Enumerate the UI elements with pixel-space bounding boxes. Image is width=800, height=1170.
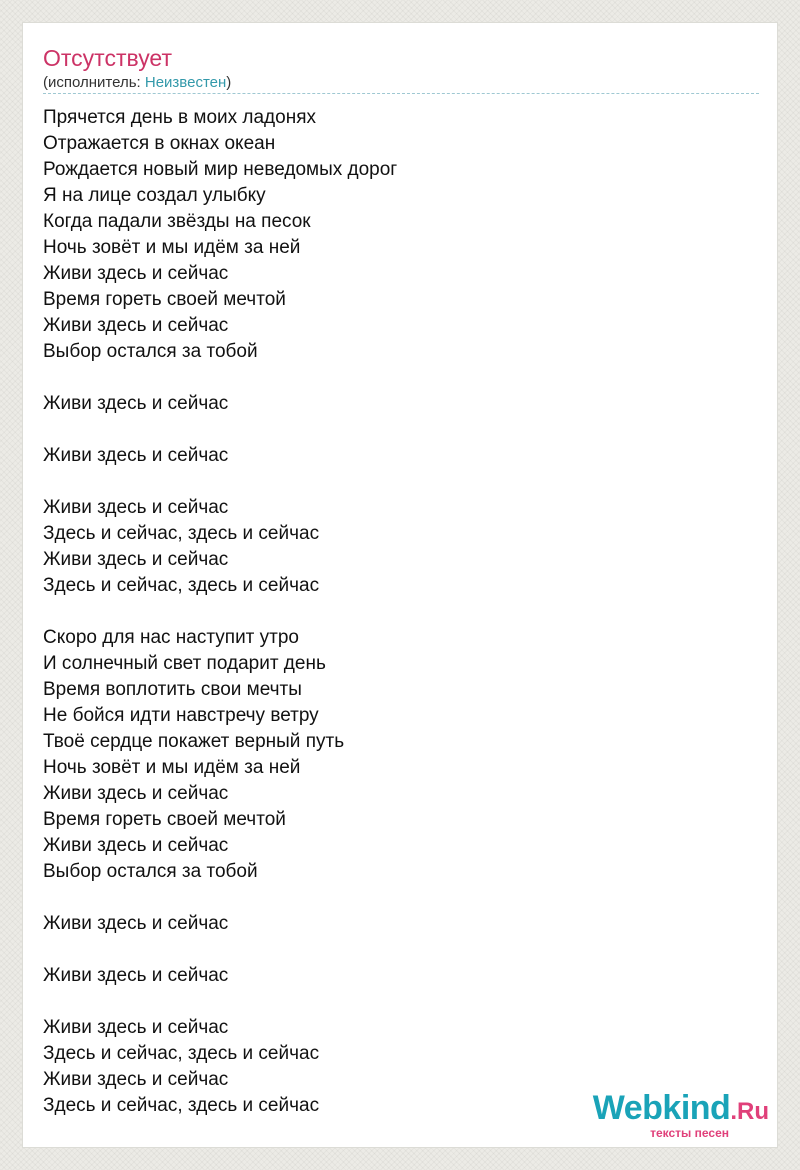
lyric-line: Живи здесь и сейчас	[43, 393, 229, 414]
lyric-line: Живи здесь и сейчас	[43, 497, 229, 518]
lyric-line: Когда падали звёзды на песок	[43, 211, 311, 232]
lyric-blank-line	[43, 989, 397, 1015]
lyric-line: Ночь зовёт и мы идём за ней	[43, 757, 301, 778]
lyric-line: Здесь и сейчас, здесь и сейчас	[43, 523, 320, 544]
artist-suffix: )	[226, 74, 232, 91]
lyric-blank-line	[43, 599, 397, 625]
logo-tld: .Ru	[730, 1098, 769, 1125]
lyric-line: Живи здесь и сейчас	[43, 783, 229, 804]
lyrics-card	[22, 22, 778, 1148]
lyric-line: Время гореть своей мечтой	[43, 809, 286, 830]
artist-line	[43, 73, 231, 93]
lyric-line: Отражается в окнах океан	[43, 133, 276, 154]
lyric-blank-line	[43, 937, 397, 963]
lyric-line: Время воплотить свои мечты	[43, 679, 302, 700]
lyric-line: И солнечный свет подарит день	[43, 653, 326, 674]
lyric-line: Скоро для нас наступит утро	[43, 627, 299, 648]
lyric-line: Живи здесь и сейчас	[43, 549, 229, 570]
logo-name: Webkind	[592, 1089, 731, 1127]
lyric-line: Ночь зовёт и мы идём за ней	[43, 237, 301, 258]
lyric-line: Прячется день в моих ладонях	[43, 107, 316, 128]
lyric-line: Живи здесь и сейчас	[43, 445, 229, 466]
lyric-line: Здесь и сейчас, здесь и сейчас	[43, 575, 320, 596]
lyric-line: Живи здесь и сейчас	[43, 315, 229, 336]
lyric-line: Живи здесь и сейчас	[43, 965, 229, 986]
lyric-blank-line	[43, 417, 397, 443]
artist-link[interactable]: Неизвестен	[144, 74, 227, 91]
lyric-line: Живи здесь и сейчас	[43, 1069, 229, 1090]
song-title: Отсутствует	[43, 45, 172, 71]
logo-tagline: тексты песен	[650, 1126, 729, 1140]
lyric-line: Здесь и сейчас, здесь и сейчас	[43, 1043, 320, 1064]
lyric-blank-line	[43, 885, 397, 911]
lyric-line: Живи здесь и сейчас	[43, 913, 229, 934]
title-divider	[43, 93, 759, 94]
logo-wordmark	[593, 1091, 769, 1129]
lyrics-text	[43, 105, 397, 1119]
lyric-line: Выбор остался за тобой	[43, 861, 258, 882]
lyric-line: Живи здесь и сейчас	[43, 263, 229, 284]
lyric-line: Живи здесь и сейчас	[43, 835, 229, 856]
lyric-line: Рождается новый мир неведомых дорог	[43, 159, 398, 180]
lyric-line: Здесь и сейчас, здесь и сейчас	[43, 1095, 320, 1116]
lyric-blank-line	[43, 365, 397, 391]
lyric-line: Время гореть своей мечтой	[43, 289, 286, 310]
lyric-line: Твоё сердце покажет верный путь	[43, 731, 345, 752]
lyric-line: Выбор остался за тобой	[43, 341, 258, 362]
site-logo[interactable]	[593, 1091, 769, 1139]
lyric-line: Не бойся идти навстречу ветру	[43, 705, 319, 726]
lyric-line: Живи здесь и сейчас	[43, 1017, 229, 1038]
lyric-blank-line	[43, 469, 397, 495]
lyric-line: Я на лице создал улыбку	[43, 185, 266, 206]
artist-prefix: (исполнитель:	[43, 74, 145, 91]
